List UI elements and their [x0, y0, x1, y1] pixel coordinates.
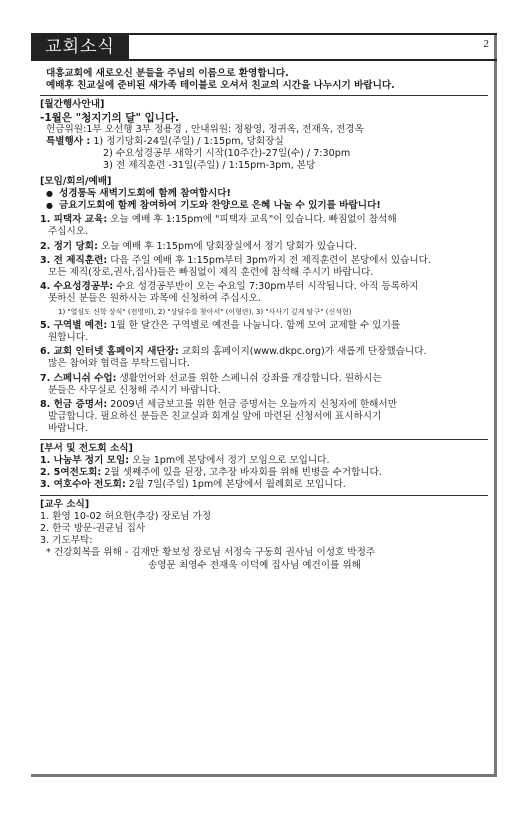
theme-suffix: 입니다.: [140, 111, 179, 124]
congregation-line: 2. 한국 방문-권균님 집사: [40, 522, 146, 534]
prayer-request: [40, 547, 488, 559]
list-item: [40, 373, 488, 397]
congregation-line: 1. 환영 10-02 허요한(추강) 장로님 가정: [40, 510, 211, 522]
list-item: [40, 467, 488, 479]
special-event: 1) 정기당회-24일(주일) / 1:15pm, 당회장실: [93, 136, 284, 148]
item-text: 2월 7일(주일) 1pm에 본당에서 월례회로 모입니다.: [125, 479, 346, 491]
list-item: [40, 281, 488, 318]
special-event: 2) 수요성경공부 새학기 시작(10주간)-27일(수) / 7:30pm: [103, 148, 351, 160]
special-event: 3) 전 제직훈련 -31일(주일) / 1:15pm-3pm, 본당: [103, 160, 316, 172]
item-label: 2. 5여전도회:: [40, 467, 102, 479]
item-text: 오늘 1pm에 본당에서 정기 모임으로 모입니다.: [129, 454, 330, 466]
page-number: 2: [483, 38, 489, 50]
prayer-names: 김재만 황보성 장로님 서정숙 구동희 권사님 이성호 박정주: [131, 547, 376, 559]
item-text: 오늘 예배 후 1:15pm에 "피택자 교육"이 있습니다. 빠짐없이 참석해: [107, 214, 397, 226]
item-cont: 많은 참여와 협력을 부탁드립니다.: [48, 358, 190, 370]
theme-name: "청지기의 달": [75, 111, 141, 124]
item-label: 3. 여호수아 전도회:: [40, 479, 126, 491]
congregation-heading: [교우 소식]: [40, 498, 90, 510]
item-label: 2. 정기 당회:: [40, 240, 98, 252]
bulletin-content: [40, 68, 488, 572]
meetings-section: [40, 176, 488, 436]
item-label: 6. 교회 인터넷 홈페이지 새단장:: [40, 346, 179, 358]
item-text: 수요 성경공부반이 오는 수요일 7:30pm부터 시작됩니다. 아직 등록하지: [113, 281, 419, 293]
meetings-heading: [모임/회의/예배]: [40, 175, 112, 187]
header-bar: [31, 33, 497, 61]
divider: [40, 495, 488, 496]
item-cont: 못하신 분들은 원하시는 과목에 신청하여 주십시오.: [48, 293, 261, 305]
item-cont: 모든 제직(장로,권사,집사)들은 빠짐없이 제직 훈련에 참석해 주시기 바랍니다.: [48, 267, 374, 279]
item-label: 1. 나눔부 정기 모임:: [40, 454, 130, 466]
offering-ushers: 헌금위원:1부 오선행 3부 정용경 , 안내위원: 정왕영, 정귀옥, 전재욱, 전경옥: [46, 123, 364, 135]
item-cont: 바랍니다.: [48, 423, 89, 435]
special-events-label: 특별행사 :: [46, 136, 91, 148]
list-item: [40, 346, 488, 370]
item-text: 2월 셋째주에 있을 된장, 고추장 바자회를 위해 빈병을 수거합니다.: [101, 467, 382, 479]
list-item: [40, 399, 488, 436]
item-text: 1월 한 달간은 구역별로 예전을 나눕니다. 함께 모여 교제할 수 있기를: [107, 319, 401, 331]
item-label: 3. 전 제직훈련:: [40, 254, 108, 266]
bullet-item: ● 금요기도회에 함께 참여하여 기도와 찬양으로 은혜 나눌 수 있기를 바랍니다!: [40, 200, 488, 212]
item-cont: 발급합니다. 필요하신 분들은 친교실과 회계실 앞에 마련된 신청서에 표시하시기: [48, 411, 382, 423]
list-item: [40, 255, 488, 279]
list-item: [40, 479, 488, 491]
monthly-events-section: [40, 99, 488, 172]
monthly-heading: [월간행사안내]: [40, 99, 105, 111]
divider: [40, 95, 488, 96]
item-text: 생활언어와 선교를 위한 스페니쉬 강좌를 개강합니다. 원하시는: [116, 372, 382, 384]
bullet-item: ● 성경통독 새벽기도회에 함께 참여합시다!: [40, 188, 488, 200]
welcome-block: [40, 68, 488, 92]
item-cont: 분들은 사무실로 신청해 주시기 바랍니다.: [48, 384, 221, 396]
item-label: 4. 수요성경공부:: [40, 281, 114, 293]
divider: [40, 439, 488, 440]
prayer-names: 송영문 최영수 전재욱 이덕예 집사님 예건이를 위해: [148, 559, 361, 571]
item-text: 오늘 예배 후 1:15pm에 당회장실에서 정기 당회가 있습니다.: [97, 240, 357, 252]
item-cont: 주십시오.: [48, 226, 89, 238]
list-item: [40, 214, 488, 238]
list-item: [40, 320, 488, 344]
item-label: 5. 구역별 예전:: [40, 319, 108, 331]
item-text: 교회의 홈페이지(www.dkpc.org)가 새롭게 단장했습니다.: [178, 346, 427, 358]
item-label: 8. 헌금 증명서:: [40, 399, 108, 411]
theme-prefix: -1월은: [40, 111, 76, 124]
section-title: 교회소식: [31, 33, 129, 61]
item-label: 7. 스페니쉬 수업:: [40, 372, 117, 384]
groups-section: [40, 443, 488, 492]
congregation-line: 3. 기도부탁:: [40, 535, 93, 547]
item-label: 1. 피택자 교육:: [40, 214, 108, 226]
congregation-section: [40, 499, 488, 572]
groups-heading: [부서 및 전도회 소식]: [40, 442, 133, 454]
item-cont: 원합니다.: [48, 332, 89, 344]
list-item: [40, 455, 488, 467]
welcome-line: 대흥교회에 새로오신 분들을 주님의 이름으로 환영합니다.: [46, 68, 289, 79]
list-item: [40, 241, 488, 253]
item-text: 2009년 세금보고를 위한 헌금 증명서는 오늘까지 신청자에 한해서만: [107, 399, 397, 411]
welcome-line: 예배후 친교실에 준비된 새가족 테이블로 오셔서 친교의 시간을 나누시기 바랍니다.: [46, 80, 395, 92]
courses-note: 1) "열심도 신학 상식" (전영미), 2) "상담수를 찾아서" (이형란), 3) "사사기 깊게 탐구" (신석현): [58, 307, 352, 316]
prayer-label: * 건강회복을 위해 -: [46, 547, 129, 559]
special-events-first: [40, 136, 488, 148]
item-text: 다음 주일 예배 후 1:15pm부터 3pm까지 전 제직훈련이 본당에서 있습니다.: [107, 254, 431, 266]
monthly-theme: [40, 112, 488, 124]
